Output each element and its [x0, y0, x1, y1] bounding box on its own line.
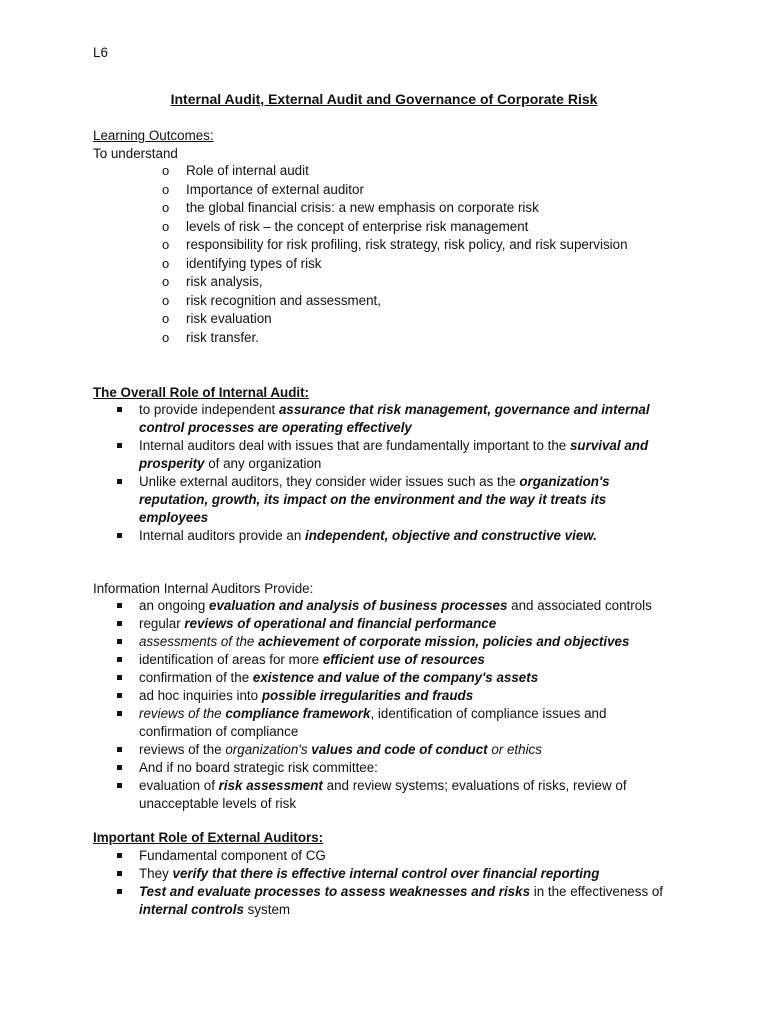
learning-outcomes-heading: Learning Outcomes:: [93, 128, 214, 143]
list-item: ad hoc inquiries into possible irregularities and frauds: [114, 687, 674, 705]
list-item: identification of areas for more efficient use of resources: [114, 651, 674, 669]
information-heading: Information Internal Auditors Provide:: [93, 581, 314, 596]
external-role-heading: Important Role of External Auditors:: [93, 830, 324, 845]
learning-intro: To understand: [93, 146, 178, 161]
list-item: assessments of the achievement of corporate mission, policies and objectives: [114, 633, 674, 651]
lesson-label: L6: [93, 45, 108, 60]
list-item: o Importance of external auditor: [160, 181, 628, 200]
list-item: o risk analysis,: [160, 273, 628, 292]
list-item: o risk evaluation: [160, 310, 628, 329]
list-item: reviews of the compliance framework, identification of compliance issues and confirmation of compliance: [114, 705, 674, 741]
page-title: Internal Audit, External Audit and Governance of Corporate Risk: [170, 91, 598, 107]
list-item: to provide independent assurance that risk management, governance and internal control processes are operating effectively: [114, 401, 674, 437]
overall-role-heading: The Overall Role of Internal Audit:: [93, 385, 310, 400]
list-item: Test and evaluate processes to assess weaknesses and risks in the effectiveness of internal controls system: [114, 883, 674, 919]
external-role-list: [114, 847, 674, 919]
list-item: Internal auditors provide an independent, objective and constructive view.: [114, 527, 674, 545]
list-item: Fundamental component of CG: [114, 847, 674, 865]
list-item: And if no board strategic risk committee:: [114, 759, 674, 777]
list-item: an ongoing evaluation and analysis of business processes and associated controls: [114, 597, 674, 615]
list-item: Unlike external auditors, they consider wider issues such as the organization's reputation, growth, its impact on the environment and the way it treats its employees: [114, 473, 674, 527]
list-item: They verify that there is effective internal control over financial reporting: [114, 865, 674, 883]
list-item: o risk recognition and assessment,: [160, 292, 628, 311]
list-item: o risk transfer.: [160, 329, 628, 348]
list-item: reviews of the organization's values and code of conduct or ethics: [114, 741, 674, 759]
list-item: evaluation of risk assessment and review systems; evaluations of risks, review of unacceptable levels of risk: [114, 777, 674, 813]
list-item: o the global financial crisis: a new emphasis on corporate risk: [160, 199, 628, 218]
information-list: [114, 597, 674, 813]
list-item: o responsibility for risk profiling, risk strategy, risk policy, and risk supervision: [160, 236, 628, 255]
overall-role-list: [114, 401, 674, 545]
list-item: o levels of risk – the concept of enterprise risk management: [160, 218, 628, 237]
list-item: Internal auditors deal with issues that are fundamentally important to the survival and prosperity of any organization: [114, 437, 674, 473]
list-item: o Role of internal audit: [160, 162, 628, 181]
list-item: o identifying types of risk: [160, 255, 628, 274]
learning-outcomes-list: [160, 162, 628, 347]
list-item: confirmation of the existence and value of the company's assets: [114, 669, 674, 687]
list-item: regular reviews of operational and financial performance: [114, 615, 674, 633]
